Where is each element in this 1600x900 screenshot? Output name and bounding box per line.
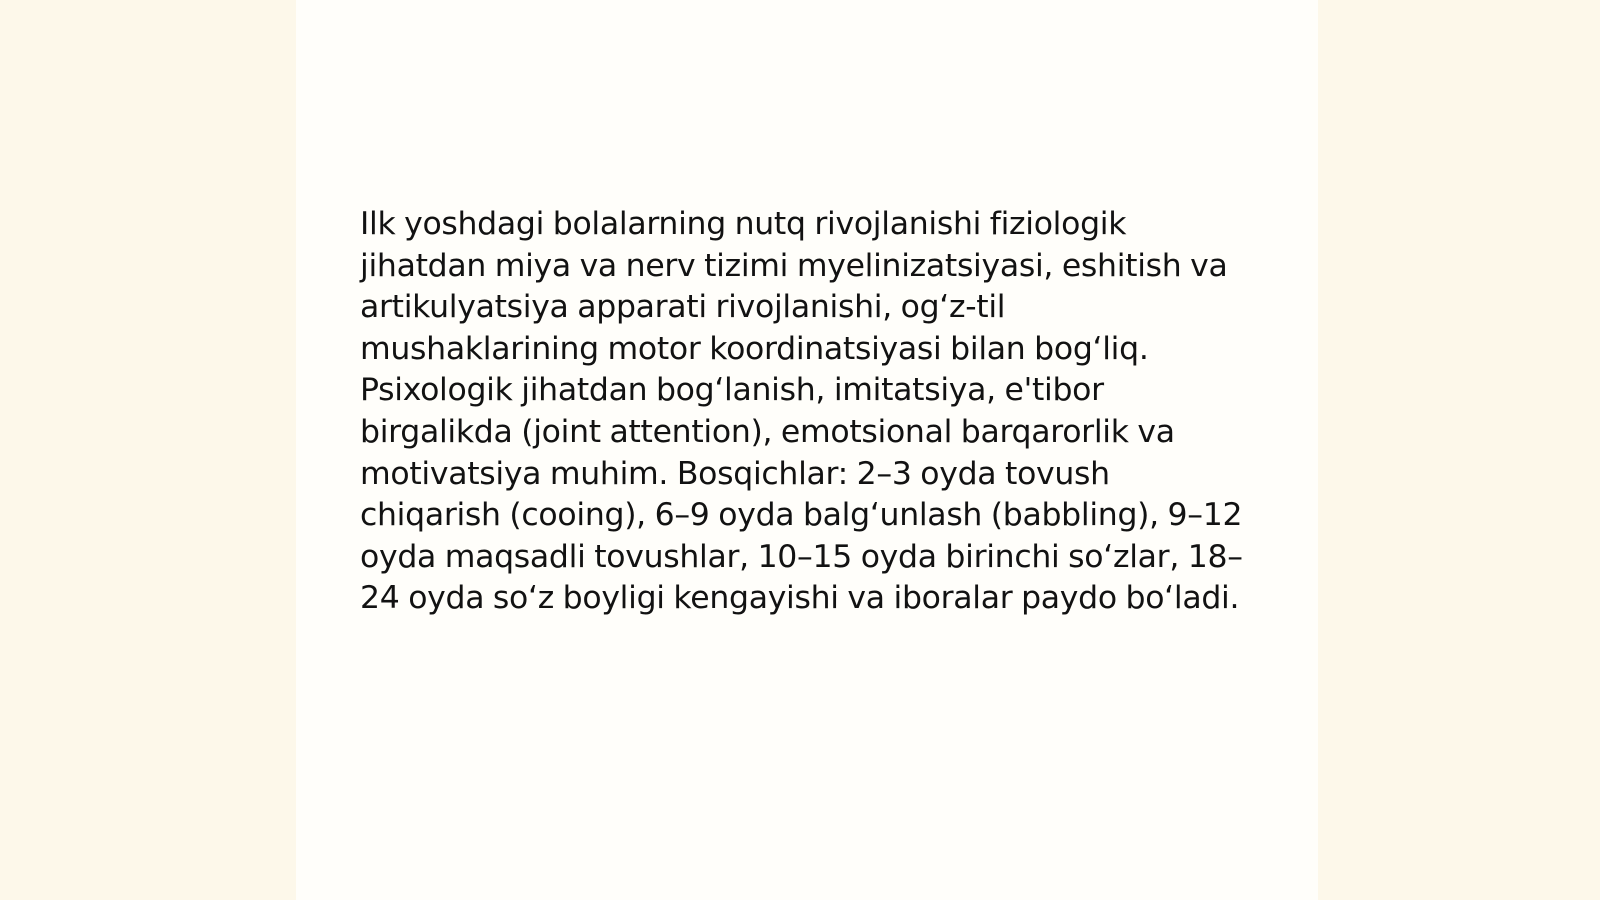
- slide-canvas: [296, 0, 1318, 900]
- slide-body-text: Ilk yoshdagi bolalarning nutq rivojlanishi fiziologik jihatdan miya va nerv tizimi myelinizatsiyasi, eshitish va artikulyatsiya apparati rivojlanishi, og‘z-til mushaklarining motor koordinatsiyasi bilan bog‘liq. Psixologik jihatdan bog‘lanish, imitatsiya, e'tibor birgalikda (joint attention), emotsional barqarorlik va motivatsiya muhim. Bosqichlar: 2–3 oyda tovush chiqarish (cooing), 6–9 oyda balg‘unlash (babbling), 9–12 oyda maqsadli tovushlar, 10–15 oyda birinchi so‘zlar, 18–24 oyda so‘z boyligi kengayishi va iboralar paydo bo‘ladi.: [360, 206, 1243, 617]
